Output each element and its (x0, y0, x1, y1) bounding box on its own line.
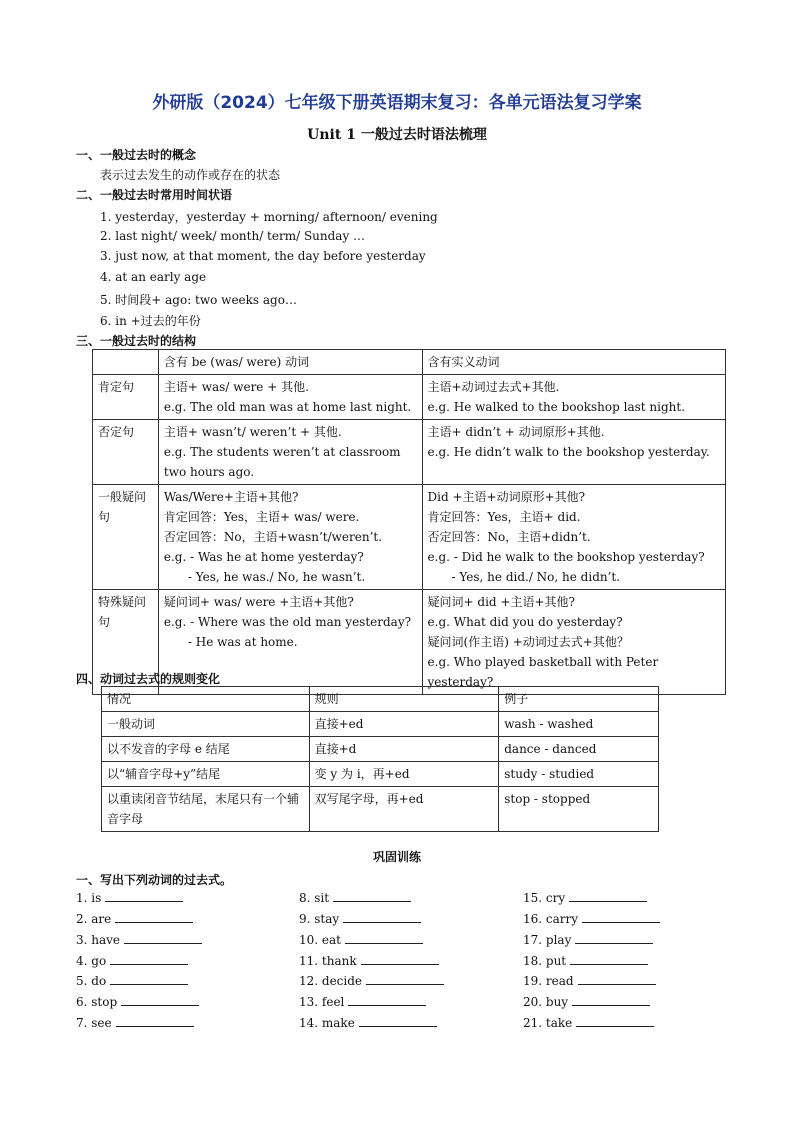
verb-label: 5. do (76, 974, 107, 988)
cell-line: e.g. He walked to the bookshop last night. (427, 400, 686, 414)
answer-blank[interactable] (572, 994, 650, 1006)
answer-blank[interactable] (333, 890, 411, 902)
cell-line: 主语+ was/ were + 其他. (163, 380, 309, 394)
table-row (102, 787, 659, 832)
exercise-item (523, 890, 647, 905)
table-cell: 变 y 为 i，再+ed (309, 762, 499, 787)
table-header-row (93, 350, 726, 375)
time-item: 1. yesterday，yesterday + morning/ afternoon/ evening (100, 210, 438, 224)
answer-blank[interactable] (116, 1015, 194, 1027)
time-item: 3. just now, at that moment, the day before yesterday (100, 249, 426, 263)
table-row (93, 375, 726, 420)
row-label: 肯定句 (93, 375, 159, 420)
cell-line: 主语+ didn’t + 动词原形+其他. (427, 425, 605, 439)
answer-blank[interactable] (124, 932, 202, 944)
row-label: 一般疑问句 (93, 485, 159, 590)
answer-blank[interactable] (359, 1015, 437, 1027)
verb-label: 3. have (76, 933, 121, 947)
answer-blank[interactable] (115, 911, 193, 923)
cell-line: e.g. He didn’t walk to the bookshop yesterday. (427, 445, 710, 459)
structure-table (92, 349, 726, 695)
exercise-item (523, 994, 650, 1009)
table-cell: 以重读闭音节结尾，末尾只有一个辅音字母 (102, 787, 310, 832)
cell-line: e.g. - Was he at home yesterday? (163, 550, 364, 564)
time-item: 5. 时间段+ ago: two weeks ago… (100, 293, 297, 307)
cell-line: - He was at home. (187, 635, 298, 649)
exercise-item (299, 953, 439, 968)
exercise-title: 巩固训练 (372, 850, 421, 864)
answer-blank[interactable] (582, 911, 660, 923)
cell-line: - Yes, he was./ No, he wasn’t. (187, 570, 366, 584)
answer-blank[interactable] (575, 932, 653, 944)
verb-label: 20. buy (523, 995, 569, 1009)
table-cell: 直接+d (309, 737, 499, 762)
exercise-item (299, 890, 411, 905)
table-cell: wash - washed (499, 712, 659, 737)
exercise-item (76, 953, 188, 968)
exercise-item (76, 1015, 194, 1030)
cell-line: e.g. What did you do yesterday? (427, 615, 623, 629)
cell-line: e.g. The students weren’t at classroom two hours ago. (163, 445, 401, 479)
exercise-item (76, 890, 183, 905)
table-header-cell: 含有 be (was/ were) 动词 (158, 350, 422, 375)
exercise-item (299, 994, 426, 1009)
verb-label: 17. play (523, 933, 572, 947)
answer-blank[interactable] (345, 932, 423, 944)
cell-line: e.g. Who played basketball with Peter yesterday? (427, 655, 659, 689)
section-3-heading: 三、一般过去时的结构 (76, 334, 197, 348)
exercise-item (299, 932, 423, 947)
verb-label: 14. make (299, 1016, 355, 1030)
answer-blank[interactable] (570, 953, 648, 965)
table-cell: stop - stopped (499, 787, 659, 832)
verb-cell (422, 420, 725, 485)
table-row (102, 762, 659, 787)
cell-line: 否定回答：No，主语+wasn’t/weren’t. (163, 530, 383, 544)
be-cell (158, 485, 422, 590)
exercise-item (523, 1015, 654, 1030)
verb-label: 1. is (76, 891, 102, 905)
table-row (102, 737, 659, 762)
answer-blank[interactable] (361, 953, 439, 965)
table-cell: 以不发音的字母 e 结尾 (102, 737, 310, 762)
table-header-cell: 含有实义动词 (422, 350, 725, 375)
verb-cell (422, 375, 725, 420)
verb-label: 11. thank (299, 954, 357, 968)
exercise-item (523, 973, 656, 988)
cell-line: Was/Were+主语+其他? (163, 490, 299, 504)
be-cell (158, 420, 422, 485)
verb-label: 7. see (76, 1016, 112, 1030)
table-header-row (102, 687, 659, 712)
verb-label: 2. are (76, 912, 112, 926)
exercise-item (523, 953, 648, 968)
exercise-item (523, 932, 653, 947)
verb-label: 4. go (76, 954, 107, 968)
verb-label: 10. eat (299, 933, 341, 947)
cell-line: 疑问词+ did +主语+其他? (427, 595, 575, 609)
cell-line: 疑问词+ was/ were +主语+其他? (163, 595, 354, 609)
unit-subtitle: Unit 1 一般过去时语法梳理 (307, 127, 487, 143)
answer-blank[interactable] (366, 973, 444, 985)
section-2-heading: 二、一般过去时常用时间状语 (76, 188, 233, 202)
verb-cell (422, 485, 725, 590)
time-item: 6. in +过去的年份 (100, 314, 201, 328)
exercise-heading: 一、写出下列动词的过去式。 (76, 873, 233, 887)
section-1-text: 表示过去发生的动作或存在的状态 (100, 168, 281, 182)
verb-cell (422, 590, 725, 695)
table-cell: 一般动词 (102, 712, 310, 737)
table-header-cell: 情况 (102, 687, 310, 712)
table-cell: 直接+ed (309, 712, 499, 737)
table-header-cell: 规则 (309, 687, 499, 712)
row-label: 特殊疑问句 (93, 590, 159, 695)
section-4-heading: 四、动词过去式的规则变化 (76, 672, 221, 686)
table-header-cell (93, 350, 159, 375)
cell-line: 主语+ wasn’t/ weren’t + 其他. (163, 425, 342, 439)
exercise-item (299, 973, 444, 988)
verb-label: 6. stop (76, 995, 118, 1009)
verb-label: 16. carry (523, 912, 579, 926)
verb-label: 9. stay (299, 912, 340, 926)
answer-blank[interactable] (110, 973, 188, 985)
cell-line: - Yes, he did./ No, he didn’t. (451, 570, 621, 584)
exercise-item (76, 973, 188, 988)
cell-line: e.g. The old man was at home last night. (163, 400, 412, 414)
rules-table (101, 686, 659, 832)
cell-line: e.g. - Did he walk to the bookshop yesterday? (427, 550, 705, 564)
answer-blank[interactable] (121, 994, 199, 1006)
answer-blank[interactable] (578, 973, 656, 985)
exercise-item (76, 932, 202, 947)
verb-label: 8. sit (299, 891, 330, 905)
table-cell: 双写尾字母，再+ed (309, 787, 499, 832)
verb-label: 13. feel (299, 995, 345, 1009)
exercise-item (76, 994, 199, 1009)
answer-blank[interactable] (110, 953, 188, 965)
verb-label: 18. put (523, 954, 567, 968)
cell-line: e.g. - Where was the old man yesterday? (163, 615, 412, 629)
verb-label: 19. read (523, 974, 574, 988)
cell-line: 主语+动词过去式+其他. (427, 380, 560, 394)
answer-blank[interactable] (105, 890, 183, 902)
exercise-item (299, 1015, 437, 1030)
cell-line: 疑问词(作主语) +动词过去式+其他？ (427, 635, 629, 649)
time-item: 4. at an early age (100, 270, 207, 284)
time-item: 2. last night/ week/ month/ term/ Sunday … (100, 229, 366, 243)
table-cell: study - studied (499, 762, 659, 787)
cell-line: Did +主语+动词原形+其他? (427, 490, 586, 504)
answer-blank[interactable] (569, 890, 647, 902)
be-cell (158, 375, 422, 420)
exercise-item (76, 911, 193, 926)
exercise-item (299, 911, 421, 926)
page-title: 外研版（2024）七年级下册英语期末复习：各单元语法复习学案 (152, 93, 642, 113)
answer-blank[interactable] (576, 1015, 654, 1027)
table-row (93, 420, 726, 485)
cell-line: 肯定回答：Yes，主语+ did. (427, 510, 581, 524)
answer-blank[interactable] (343, 911, 421, 923)
verb-label: 21. take (523, 1016, 573, 1030)
cell-line: 否定回答：No，主语+didn’t. (427, 530, 591, 544)
table-cell: 以“辅音字母+y”结尾 (102, 762, 310, 787)
answer-blank[interactable] (348, 994, 426, 1006)
verb-label: 12. decide (299, 974, 363, 988)
verb-label: 15. cry (523, 891, 566, 905)
table-row (93, 485, 726, 590)
table-header-cell: 例子 (499, 687, 659, 712)
table-row (102, 712, 659, 737)
row-label: 否定句 (93, 420, 159, 485)
table-cell: dance - danced (499, 737, 659, 762)
exercise-item (523, 911, 660, 926)
section-1-heading: 一、一般过去时的概念 (76, 148, 197, 162)
cell-line: 肯定回答：Yes，主语+ was/ were. (163, 510, 360, 524)
